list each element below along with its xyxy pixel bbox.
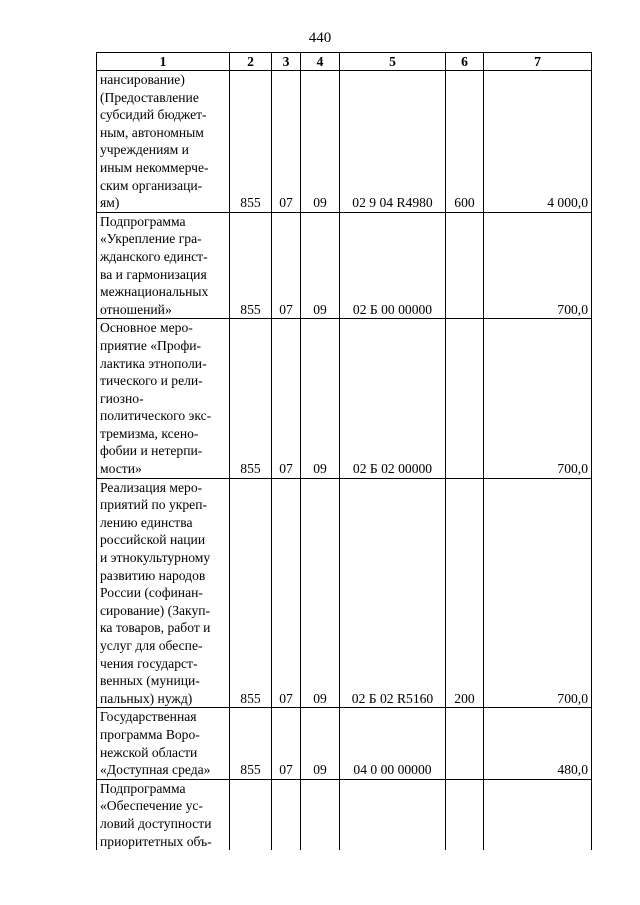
row-name-line: мости» [100,461,142,477]
row-name-line: «Укрепление гра- [100,231,202,247]
chapter-code-cell: 855 [230,708,272,779]
chapter-code-cell [230,779,272,850]
row-name-line: нансирование) [100,72,185,87]
row-name-line: межнациональных [100,284,209,300]
budget-table [96,52,592,850]
target-article-cell: 02 Б 02 00000 [340,319,446,478]
column-header: 1 [97,53,230,71]
target-article-cell [340,779,446,850]
column-header: 7 [484,53,592,71]
target-article-cell: 02 Б 00 00000 [340,212,446,319]
row-name-line: приятий по укреп- [100,497,207,513]
row-name-line: ва и гармонизация [100,266,207,282]
row-name-cell [97,478,230,708]
section-code-cell [272,779,301,850]
column-header: 3 [272,53,301,71]
amount-cell: 4 000,0 [484,71,592,213]
row-name-line: «Доступная среда» [100,762,211,778]
row-name-cell [97,779,230,850]
table-row [97,708,592,779]
subsection-code-cell: 09 [301,319,340,478]
row-name-line: ным, автономным [100,124,204,140]
expense-type-cell: 200 [446,478,484,708]
row-name-line: лактика этнополи- [100,355,207,371]
amount-cell: 480,0 [484,708,592,779]
expense-type-cell: 600 [446,71,484,213]
section-code-cell: 07 [272,319,301,478]
row-name-line: отношений» [100,301,172,317]
row-name-cell [97,708,230,779]
row-name-line: венных (муници- [100,673,200,689]
row-name-line: «Обеспечение ус- [100,798,203,814]
row-name-line: развитию народов [100,567,206,583]
row-name-line: Подпрограмма [100,213,186,229]
row-name-line: Основное меро- [100,320,193,336]
subsection-code-cell: 09 [301,478,340,708]
row-name-line: нежской области [100,744,198,760]
table-row [97,779,592,850]
row-name-line: политического экс- [100,408,212,424]
row-name-line: ям) [100,195,120,211]
row-name-line: тремизма, ксено- [100,425,199,441]
row-name-line: тического и рели- [100,373,203,389]
target-article-cell: 02 Б 02 R5160 [340,478,446,708]
target-article-cell: 02 9 04 R4980 [340,71,446,213]
row-name-line: услуг для обеспе- [100,638,203,653]
row-name-line: приятие «Профи- [100,337,202,353]
amount-cell: 700,0 [484,319,592,478]
row-name-line: и этнокультурному [100,550,211,566]
row-name-line: России (софинан- [100,585,203,601]
target-article-cell: 04 0 00 00000 [340,708,446,779]
expense-type-cell [446,779,484,850]
chapter-code-cell: 855 [230,212,272,319]
row-name-cell [97,71,230,213]
table-body [97,71,592,851]
section-code-cell: 07 [272,71,301,213]
subsection-code-cell [301,779,340,850]
column-header: 6 [446,53,484,71]
table-row [97,478,592,708]
row-name-line: чения государст- [100,655,198,671]
chapter-code-cell: 855 [230,71,272,213]
chapter-code-cell: 855 [230,478,272,708]
row-name-line: фобии и нетерпи- [100,443,203,459]
row-name-cell [97,212,230,319]
row-name-line: Государственная [100,709,197,725]
row-name-line: гиозно- [100,390,144,406]
subsection-code-cell: 09 [301,71,340,213]
column-header: 4 [301,53,340,71]
column-header: 2 [230,53,272,71]
chapter-code-cell: 855 [230,319,272,478]
row-name-line: Подпрограмма [100,780,186,796]
section-code-cell: 07 [272,708,301,779]
row-name-line: ским организаци- [100,177,203,193]
table-header-row [97,53,592,71]
table-row [97,71,592,213]
section-code-cell: 07 [272,478,301,708]
page-number: 440 [308,30,332,46]
amount-cell: 700,0 [484,212,592,319]
row-name-line: лению единства [100,514,193,530]
table-row [97,212,592,319]
section-code-cell: 07 [272,212,301,319]
row-name-line: иным некоммерче- [100,159,209,175]
row-name-line: (Предоставление [100,89,199,105]
row-name-line: программа Воро- [100,726,200,742]
column-header: 5 [340,53,446,71]
expense-type-cell [446,212,484,319]
row-name-line: сирование) (Закуп- [100,602,211,618]
row-name-line: субсидий бюджет- [100,107,207,123]
row-name-line: учреждениям и [100,142,189,158]
row-name-line: ка товаров, работ и [100,620,211,636]
table-row [97,319,592,478]
row-name-line: жданского единст- [100,248,208,264]
subsection-code-cell: 09 [301,708,340,779]
row-name-line: приоритетных объ- [100,833,212,849]
amount-cell [484,779,592,850]
expense-type-cell [446,319,484,478]
row-name-line: пальных) нужд) [100,690,193,706]
row-name-line: Реализация меро- [100,479,203,495]
subsection-code-cell: 09 [301,212,340,319]
amount-cell: 700,0 [484,478,592,708]
row-name-line: российской нации [100,532,206,548]
row-name-cell [97,319,230,478]
expense-type-cell [446,708,484,779]
row-name-line: ловий доступности [100,815,212,831]
